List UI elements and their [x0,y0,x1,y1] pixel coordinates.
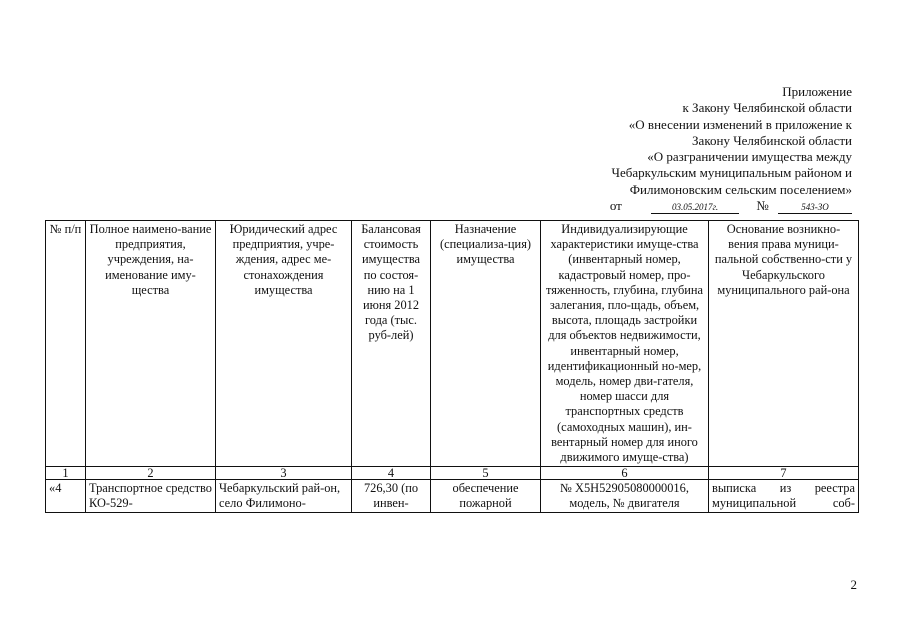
column-number: 2 [86,467,216,480]
table-cell: обеспечение пожарной [431,480,541,513]
appendix-line: «О внесении изменений в приложение к [628,116,852,132]
table-header-cell: № п/п [46,221,86,467]
table-cell: Чебаркульский рай-он, село Филимоно- [216,480,352,513]
appendix-line: Чебаркульским муниципальным районом и [611,165,852,181]
law-date: 03.05.2017г. [651,201,739,214]
table-header-cell: Назначение (специализа-ция) имущества [431,221,541,467]
table-row [46,480,859,513]
table-header-cell: Основание возникно-вения права муници-пальной собственно-сти у Чебаркульского муниципального рай-она [709,221,859,467]
table-cell: Транспортное средство КО-529- [86,480,216,513]
table-cell: «4 [46,480,86,513]
appendix-line: Приложение [782,84,852,99]
appendix-header [610,84,852,214]
column-number: 6 [541,467,709,480]
table-header-cell: Балансовая стоимость имущества по состоя-нию на 1 июня 2012 года (тыс. руб-лей) [352,221,431,467]
table-header-cell: Полное наимено-вание предприятия, учреждения, на-именование иму-щества [86,221,216,467]
from-label: от [609,198,622,214]
law-number: 543-ЗО [778,201,852,214]
column-number: 4 [352,467,431,480]
number-label: № [756,198,769,214]
property-table [45,220,859,513]
table-cell: № X5H52905080000016, модель, № двигателя [541,480,709,513]
table-header-row [46,221,859,467]
appendix-line: «О разграничении имущества между [647,149,852,165]
appendix-line: к Закону Челябинской области [682,100,852,116]
table-header-cell: Индивидуализирующие характеристики имуще-ства (инвентарный номер, кадастровый номер, про-тяженность, глубина, глубина залегания, пло-щадь, объем, высота, площадь застройки для объектов недвижимости, инвентарный номер, идентификационный но-мер, модель, номер дви-гателя, номер шасси для транспортных средств (самоходных машин), ин-вентарный номер для иного движимого имуще-ства) [541,221,709,467]
column-number: 1 [46,467,86,480]
column-number: 5 [431,467,541,480]
table-header-cell: Юридический адрес предприятия, учре-ждения, адрес ме-стонахождения имущества [216,221,352,467]
column-number-row [46,467,859,480]
appendix-line: Закону Челябинской области [692,132,852,148]
page-number: 2 [850,577,857,592]
appendix-line: Филимоновским сельским поселением» [629,181,852,197]
table-cell: 726,30 (по инвен- [352,480,431,513]
column-number: 3 [216,467,352,480]
table-cell: выписка из реестра муниципальной соб- [709,480,859,513]
law-signature-line [610,198,852,214]
column-number: 7 [709,467,859,480]
